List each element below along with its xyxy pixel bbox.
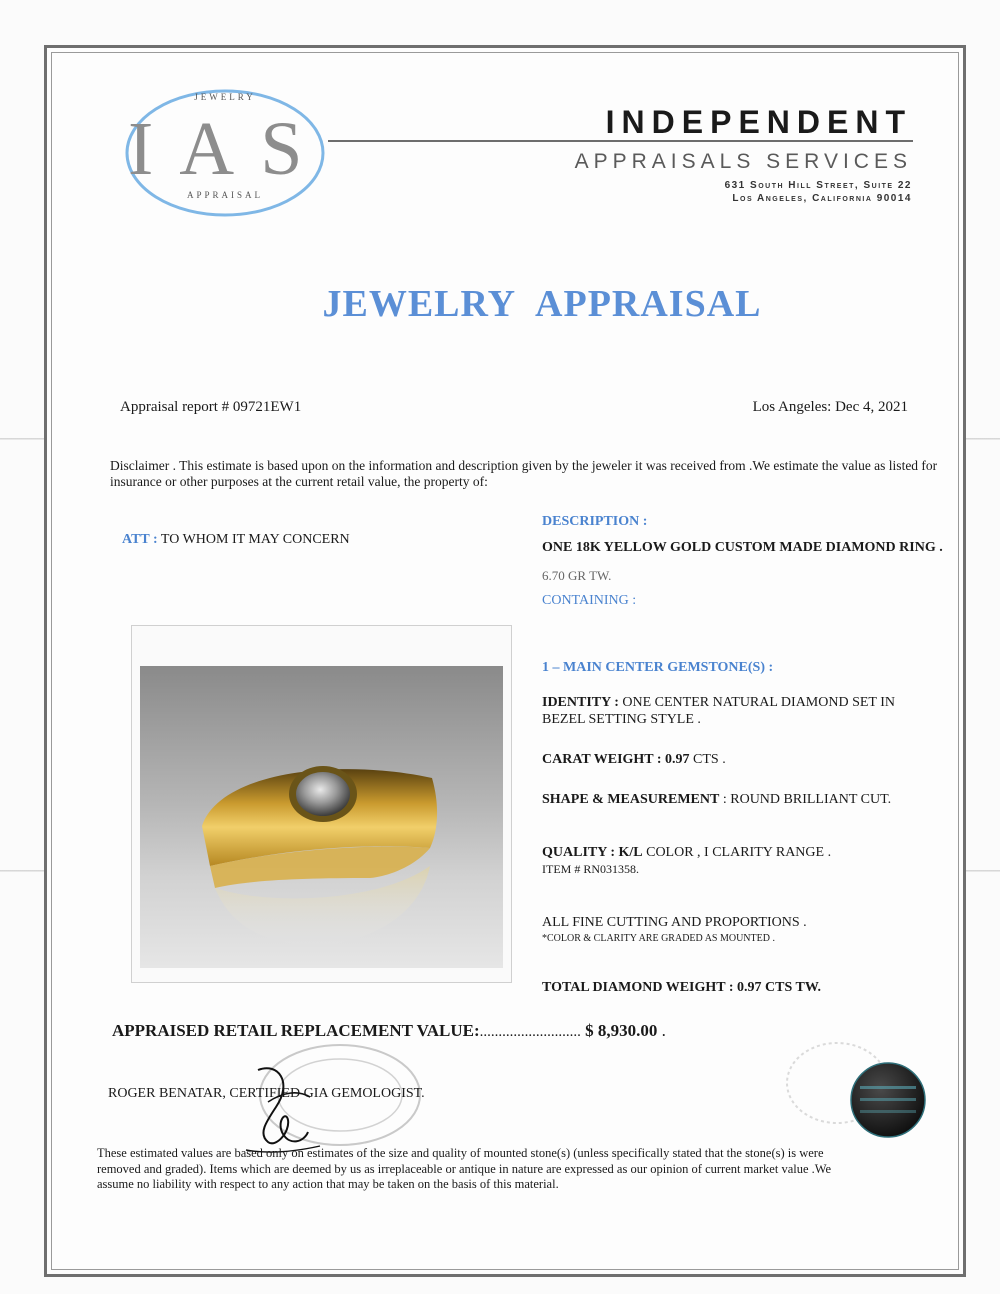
containing-label: CONTAINING : — [542, 593, 637, 608]
gemologist-name: ROGER BENATAR, CERTIFIED GIA GEMOLOGIST. — [108, 1086, 425, 1101]
disclaimer-text: Disclaimer . This estimate is based upon on the information and description given by the jeweler it was received from .We estimate the value as listed for insurance or other purposes at the current retail value, the property of: — [110, 458, 938, 489]
ring-image-icon — [140, 666, 503, 968]
shape-value: : ROUND BRILLIANT CUT. — [722, 792, 892, 807]
authentic-hologram-seal — [848, 1060, 928, 1145]
carat-label: CARAT WEIGHT : — [542, 752, 662, 767]
identity-line — [542, 695, 972, 711]
identity-value-2: BEZEL SETTING STYLE . — [542, 712, 701, 727]
ias-logo — [120, 78, 330, 228]
logo-letters: IAS — [128, 107, 329, 191]
logo-arc-bottom-text: APPRAISAL — [186, 190, 263, 200]
item-number: ITEM # RN031358. — [542, 862, 639, 876]
value-leader-dots: ........................... — [479, 1024, 581, 1040]
address-line-2: Los Angeles, California 90014 — [732, 193, 912, 204]
appraised-value-label: APPRAISED RETAIL REPLACEMENT VALUE: — [112, 1021, 480, 1040]
value-period: . — [661, 1021, 666, 1040]
item-description: ONE 18K YELLOW GOLD CUSTOM MADE DIAMOND RING . — [542, 540, 943, 555]
gemstone-heading: 1 – MAIN CENTER GEMSTONE(S) : — [542, 660, 774, 675]
cutting-line: ALL FINE CUTTING AND PROPORTIONS . — [542, 915, 807, 930]
quality-label: QUALITY : K/L — [542, 845, 643, 860]
company-subtitle: APPRAISALS SERVICES — [574, 150, 912, 173]
item-weight: 6.70 GR TW. — [542, 568, 612, 583]
total-weight-line — [542, 980, 972, 996]
company-name: INDEPENDENT — [605, 104, 912, 140]
att-label: ATT : — [122, 532, 158, 547]
appraised-value-line — [112, 1021, 666, 1041]
total-weight-label: TOTAL DIAMOND WEIGHT : — [542, 980, 734, 995]
shape-line — [542, 792, 972, 808]
att-line — [122, 532, 350, 548]
ring-photo — [140, 666, 503, 968]
graded-note: *COLOR & CLARITY ARE GRADED AS MOUNTED . — [542, 933, 775, 944]
logo-arc-top-text: JEWELRY — [194, 92, 256, 102]
footer-liability-note: These estimated values are based only on estimates of the size and quality of mounted stone(s) (unless specifically stated that the stone(s) is were removed and graded). Items which are deemed by us as irreplaceable or antique in nature are expressed as our opinion of current market value .We assume no liability with respect to any action that may be taken on the basis of this material. — [97, 1146, 832, 1191]
report-number: Appraisal report # 09721EW1 — [120, 399, 302, 415]
hologram-seal-icon — [848, 1060, 928, 1140]
quality-value: COLOR , I CLARITY RANGE . — [646, 845, 832, 860]
signature-icon — [238, 1062, 328, 1157]
appraised-value-amount: $ 8,930.00 — [585, 1021, 658, 1040]
identity-label: IDENTITY : — [542, 695, 619, 710]
shape-label: SHAPE & MEASUREMENT — [542, 792, 720, 807]
document-title: JEWELRY APPRAISAL — [322, 283, 762, 325]
carat-unit: CTS . — [693, 752, 726, 767]
identity-value-1: ONE CENTER NATURAL DIAMOND SET IN — [622, 695, 895, 710]
address-line-1: 631 South Hill Street, Suite 22 — [724, 180, 912, 191]
carat-line — [542, 752, 972, 768]
carat-value: 0.97 — [665, 752, 690, 767]
description-heading: DESCRIPTION : — [542, 514, 648, 529]
total-weight-value: 0.97 CTS TW. — [737, 980, 822, 995]
att-value: TO WHOM IT MAY CONCERN — [160, 532, 350, 547]
report-place-date: Los Angeles: Dec 4, 2021 — [752, 399, 908, 415]
ring-photo-frame — [131, 625, 512, 983]
quality-line — [542, 845, 972, 861]
